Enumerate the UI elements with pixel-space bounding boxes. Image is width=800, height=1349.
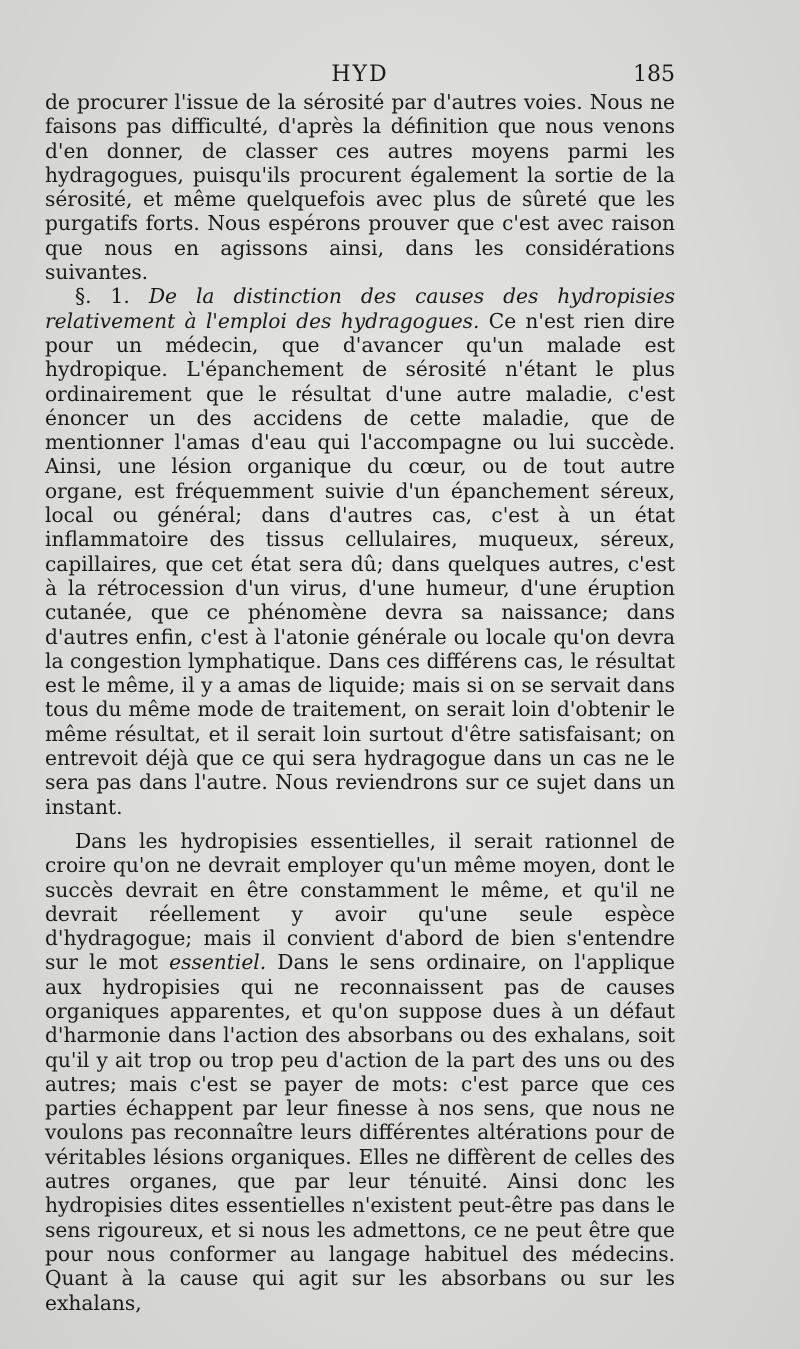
section-1-paragraph — [45, 284, 675, 819]
page-number: 185 — [633, 62, 675, 87]
body-text — [45, 90, 675, 1315]
paragraph-1: de procurer l'issue de la sérosité par d'autres voies. Nous ne faisons pas difficulté, d'après la définition que nous venons d'en donner, de classer ces autres moyens parmi les hydragogues, puisqu'ils procurent également la sortie de la sérosité, et même quelquefois avec plus de sûreté que les purgatifs forts. Nous espérons prouver que c'est avec raison que nous en agissons ainsi, dans les considérations suivantes. — [45, 90, 675, 285]
paragraph-3 — [45, 829, 675, 1315]
term-essentiel: essentiel. — [169, 950, 267, 975]
page-header — [45, 62, 675, 92]
section-body: Ce n'est rien dire pour un médecin, que d'avancer qu'un malade est hydropique. L'épanchement de sérosité n'étant le plus ordinairement que le résultat d'une autre maladie, c'est énoncer un des accidens de cette maladie, que de mentionner l'amas d'eau qui l'accompagne ou lui succède. Ainsi, une lésion organique du cœur, ou de tout autre organe, est fréquemment suivie d'un épanchement séreux, local ou général; dans d'autres cas, c'est à un état inflammatoire des tissus cellulaires, muqueux, séreux, capillaires, que cet état sera dû; dans quelques autres, c'est à la rétrocession d'un virus, d'une humeur, d'une éruption cutanée, que ce phénomène devra sa naissance; dans d'autres enfin, c'est à l'atonie générale ou locale qu'on devra la congestion lymphatique. Dans ces différens cas, le résultat est le même, il y a amas de liquide; mais si on se servait dans tous du même mode de traitement, on serait loin d'obtenir le même résultat, et il serait loin surtout d'être satisfaisant; on entrevoit déjà que ce qui sera hydragogue dans un cas ne le sera pas dans l'autre. Nous reviendrons sur ce sujet dans un instant. — [45, 308, 675, 819]
running-head: HYD — [331, 62, 389, 87]
section-number: §. 1. — [75, 284, 130, 309]
paragraph-3-after: Dans le sens ordinaire, on l'applique aux hydropisies qui ne reconnaissent pas de causes organiques apparentes, et qu'on suppose dues à un défaut d'harmonie dans l'action des absorbans ou des exhalans, soit qu'il y ait trop ou trop peu d'action de la part des uns ou des autres; mais c'est se payer de mots: c'est parce que ces parties échappent par leur finesse à nos sens, que nous ne voulons pas reconnaître leurs différentes altérations pour de véritables lésions organiques. Elles ne diffèrent de celles des autres organes, que par leur ténuité. Ainsi donc les hydropisies dites essentielles n'existent peut-être pas dans le sens rigoureux, et si nous les admettons, ce ne peut être que pour nous conformer au langage habituel des médecins. Quant à la cause qui agit sur les absorbans ou sur les exhalans, — [45, 950, 675, 1315]
paragraph-3-before: Dans les hydropisies essentielles, il serait rationnel de croire qu'on ne devrait employer qu'un même moyen, dont le succès devrait en être constamment le même, et qu'il ne devrait réellement y avoir qu'une seule espèce d'hydragogue; mais il convient d'abord de bien s'entendre sur le mot — [45, 828, 675, 975]
section-title: De la distinction des causes des hydropisies relativement à l'emploi des hydragogues. — [45, 284, 675, 333]
